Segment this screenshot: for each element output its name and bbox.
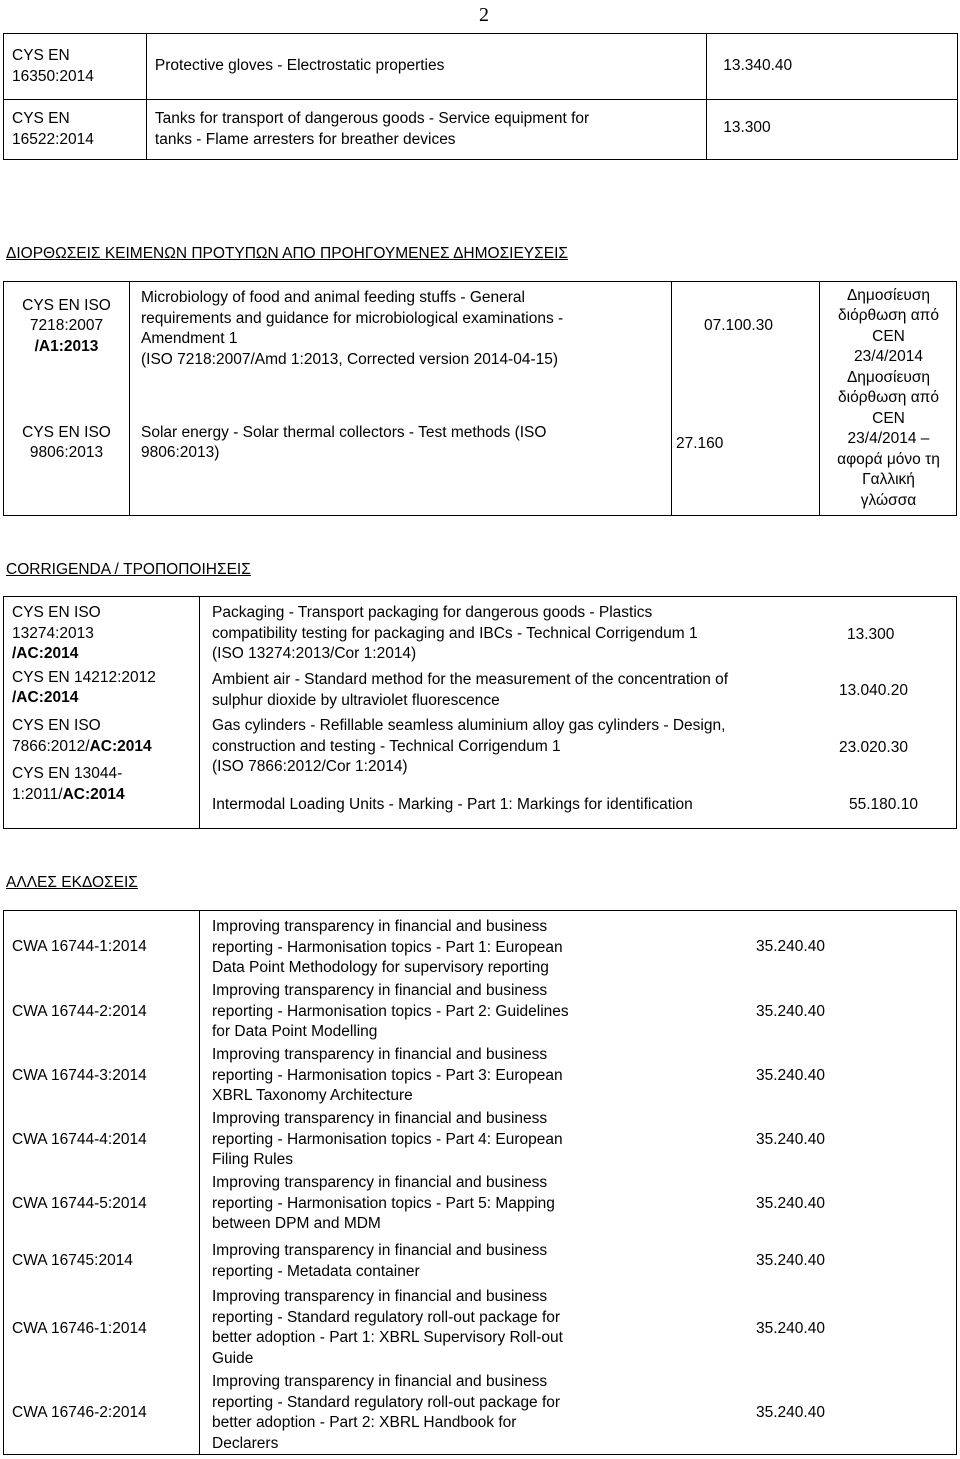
title-line: 9806:2013): [141, 444, 220, 462]
title-line: reporting - Harmonisation topics - Part 2: Guidelines: [212, 1002, 569, 1020]
note-line: Δημοσίευση: [846, 287, 931, 304]
standard-title: [212, 670, 827, 711]
section-heading-corrections: [6, 244, 568, 264]
code-part: AC:2014: [89, 737, 152, 755]
standard-code: [4, 423, 129, 464]
title-line: Data Point Methodology for supervisory reporting: [212, 959, 549, 977]
title-line: Tanks for transport of dangerous goods - Service equipment for: [154, 110, 590, 128]
code-line: /AC:2014: [12, 645, 79, 663]
standard-title: [212, 1241, 652, 1282]
title-line: better adoption - Part 1: XBRL Supervisory Roll-out: [212, 1329, 563, 1347]
correction-note: [820, 286, 957, 511]
table-row: [4, 100, 958, 160]
section-heading-corrigenda: CORRIGENDA / ΤΡΟΠΟΠΟΙΗΣΕΙΣ: [6, 561, 251, 578]
title-line: reporting - Harmonisation topics - Part 5: Mapping: [212, 1194, 555, 1212]
code-line: 9806:2013: [29, 444, 104, 462]
note-line: Γαλλική: [862, 471, 915, 489]
code-line: CYS EN: [12, 110, 70, 128]
ics-code: 27.160: [676, 435, 724, 452]
column-divider: [671, 282, 672, 515]
standard-title: [212, 917, 652, 979]
title-line: Improving transparency in financial and business: [212, 918, 548, 935]
code-line: CYS EN 13044-: [12, 765, 123, 783]
code-line: [12, 737, 197, 758]
ics-code: 35.240.40: [756, 1320, 825, 1337]
ics-code: 35.240.40: [756, 1067, 825, 1084]
code-line: 7218:2007: [29, 317, 104, 335]
code-line: /AC:2014: [12, 689, 79, 707]
standard-code: [4, 34, 147, 100]
title-line: (ISO 7866:2012/Cor 1:2014): [212, 758, 408, 776]
title-line: requirements and guidance for microbiological examinations -: [141, 309, 564, 327]
standard-title: [141, 288, 666, 370]
title-line: Improving transparency in financial and business: [212, 982, 548, 999]
standard-code: CWA 16746-1:2014: [12, 1320, 147, 1337]
code-line: [12, 785, 197, 806]
ics-code: 35.240.40: [756, 1252, 825, 1269]
ics-code: 07.100.30: [704, 317, 773, 334]
title-line: reporting - Standard regulatory roll-out package for: [212, 1393, 561, 1411]
title-line: sulphur dioxide by ultraviolet fluorescence: [212, 691, 500, 709]
ics-code: 35.240.40: [756, 938, 825, 955]
ics-code: 35.240.40: [756, 1404, 825, 1421]
code-part: 7866:2012/: [12, 737, 90, 755]
ics-value: 13.340.40: [723, 57, 793, 75]
title-line: (ISO 13274:2013/Cor 1:2014): [212, 645, 417, 663]
code-part: AC:2014: [62, 785, 125, 803]
standard-title: [146, 100, 706, 160]
code-line: /A1:2013: [34, 337, 99, 355]
standard-title: [212, 1372, 652, 1454]
ics-code: 13.300: [847, 626, 895, 643]
title-line: Solar energy - Solar thermal collectors - Test methods (ISO: [141, 424, 547, 441]
standard-title: [212, 1045, 652, 1107]
standard-title: [212, 603, 822, 665]
title-line: (ISO 7218:2007/Amd 1:2013, Corrected version 2014-04-15): [141, 350, 559, 368]
title-line: Improving transparency in financial and business: [212, 1288, 548, 1305]
code-line: 16522:2014: [12, 130, 94, 148]
title-line: construction and testing - Technical Corrigendum 1: [212, 737, 561, 755]
title-line: Improving transparency in financial and business: [212, 1110, 548, 1127]
title-line: reporting - Harmonisation topics - Part 4: European: [212, 1130, 563, 1148]
standard-code: CWA 16744-2:2014: [12, 1003, 147, 1020]
title-line: for Data Point Modelling: [212, 1023, 378, 1041]
code-line: CYS EN ISO: [22, 297, 111, 314]
note-line: CEN: [872, 327, 905, 345]
ics-code: 55.180.10: [849, 796, 918, 813]
note-line: CEN: [872, 409, 905, 427]
standard-code: CWA 16746-2:2014: [12, 1404, 147, 1421]
code-part: 1:2011/: [12, 785, 63, 803]
note-line: διόρθωση από: [838, 307, 939, 325]
standard-title: [212, 981, 652, 1043]
standard-code: [4, 296, 129, 357]
top-standards-table: [3, 33, 958, 160]
note-line: αφορά μόνο τη: [837, 450, 940, 468]
title-line: Gas cylinders - Refillable seamless aluminium alloy gas cylinders - Design,: [212, 717, 726, 734]
note-line: Δημοσίευση: [846, 368, 931, 386]
title-line: Packaging - Transport packaging for dangerous goods - Plastics: [212, 604, 653, 621]
standard-code: CWA 16744-3:2014: [12, 1067, 147, 1084]
title-line: Declarers: [212, 1434, 279, 1452]
column-divider: [199, 597, 200, 828]
table-row: [4, 34, 958, 100]
code-line: CYS EN 14212:2012: [12, 668, 156, 686]
ics-code: 13.040.20: [839, 682, 908, 699]
note-line: γλώσσα: [860, 491, 917, 509]
ics-code: 35.240.40: [756, 1195, 825, 1212]
code-line: 13274:2013: [12, 624, 94, 642]
corrections-table: [3, 281, 957, 516]
standard-code: [4, 100, 147, 160]
standard-code: CWA 16744-5:2014: [12, 1195, 147, 1212]
title-line: Improving transparency in financial and business: [212, 1242, 548, 1259]
title-line: compatibility testing for packaging and IBCs - Technical Corrigendum 1: [212, 624, 698, 642]
note-line: διόρθωση από: [838, 389, 939, 407]
title-line: Guide: [212, 1349, 254, 1367]
title-line: Microbiology of food and animal feeding stuffs - General: [141, 289, 525, 306]
standard-title: [212, 716, 827, 778]
page-number: 2: [479, 4, 489, 26]
title-line: XBRL Taxonomy Architecture: [212, 1087, 413, 1105]
standard-code: CWA 16745:2014: [12, 1252, 133, 1269]
standard-title: [212, 1287, 652, 1369]
code-line: CYS EN ISO: [22, 424, 111, 441]
code-line: CYS EN ISO: [12, 717, 101, 735]
code-line: CYS EN ISO: [12, 604, 101, 621]
column-divider: [129, 282, 130, 515]
title-line: Improving transparency in financial and business: [212, 1046, 548, 1063]
title-line: reporting - Harmonisation topics - Part 1: European: [212, 938, 563, 956]
section-heading-other-publications: ΑΛΛΕΣ ΕΚΔΟΣΕΙΣ: [6, 874, 138, 891]
title-line: better adoption - Part 2: XBRL Handbook for: [212, 1414, 517, 1432]
ics-value: 13.300: [723, 119, 771, 136]
column-divider: [199, 911, 200, 1454]
title-line: tanks - Flame arresters for breather devices: [154, 130, 456, 148]
standard-title: Protective gloves - Electrostatic properties: [146, 34, 706, 100]
title-line: Amendment 1: [141, 330, 238, 348]
ics-code: 23.020.30: [839, 739, 908, 756]
code-line: CYS EN: [12, 47, 70, 65]
ics-code: [707, 34, 958, 100]
note-line: 23/4/2014: [854, 348, 923, 366]
ics-code: 35.240.40: [756, 1003, 825, 1020]
standard-code: CWA 16744-1:2014: [12, 938, 147, 955]
ics-code: 35.240.40: [756, 1131, 825, 1148]
standard-title: Intermodal Loading Units - Marking - Part 1: Markings for identification: [212, 796, 693, 813]
corrigenda-table: [3, 596, 957, 829]
standard-title: [212, 1173, 652, 1235]
title-line: between DPM and MDM: [212, 1215, 381, 1233]
title-line: reporting - Standard regulatory roll-out package for: [212, 1308, 561, 1326]
title-line: Filing Rules: [212, 1151, 293, 1169]
other-publications-table: [3, 910, 957, 1455]
title-line: Improving transparency in financial and business: [212, 1174, 548, 1191]
standard-title: [212, 1109, 652, 1171]
heading-text: ΔΙΟΡΘΩΣΕΙΣ ΚΕΙΜΕΝΩΝ ΠΡΟΤΥΠΩΝ ΑΠΟ ΠΡΟΗΓΟΥΜΕΝΕΣ ΔΗΜΟΣΙΕΥΣΕΙΣ: [6, 245, 568, 262]
title-line: reporting - Harmonisation topics - Part 3: European: [212, 1066, 563, 1084]
title-line: Ambient air - Standard method for the measurement of the concentration of: [212, 671, 729, 688]
standard-title: [141, 423, 666, 464]
standard-codes: [12, 603, 197, 805]
note-line: 23/4/2014 –: [847, 430, 930, 448]
title-line: reporting - Metadata container: [212, 1262, 420, 1280]
standard-code: CWA 16744-4:2014: [12, 1131, 147, 1148]
code-line: 16350:2014: [12, 67, 94, 85]
ics-code: [707, 100, 958, 160]
title-line: Improving transparency in financial and business: [212, 1373, 548, 1390]
